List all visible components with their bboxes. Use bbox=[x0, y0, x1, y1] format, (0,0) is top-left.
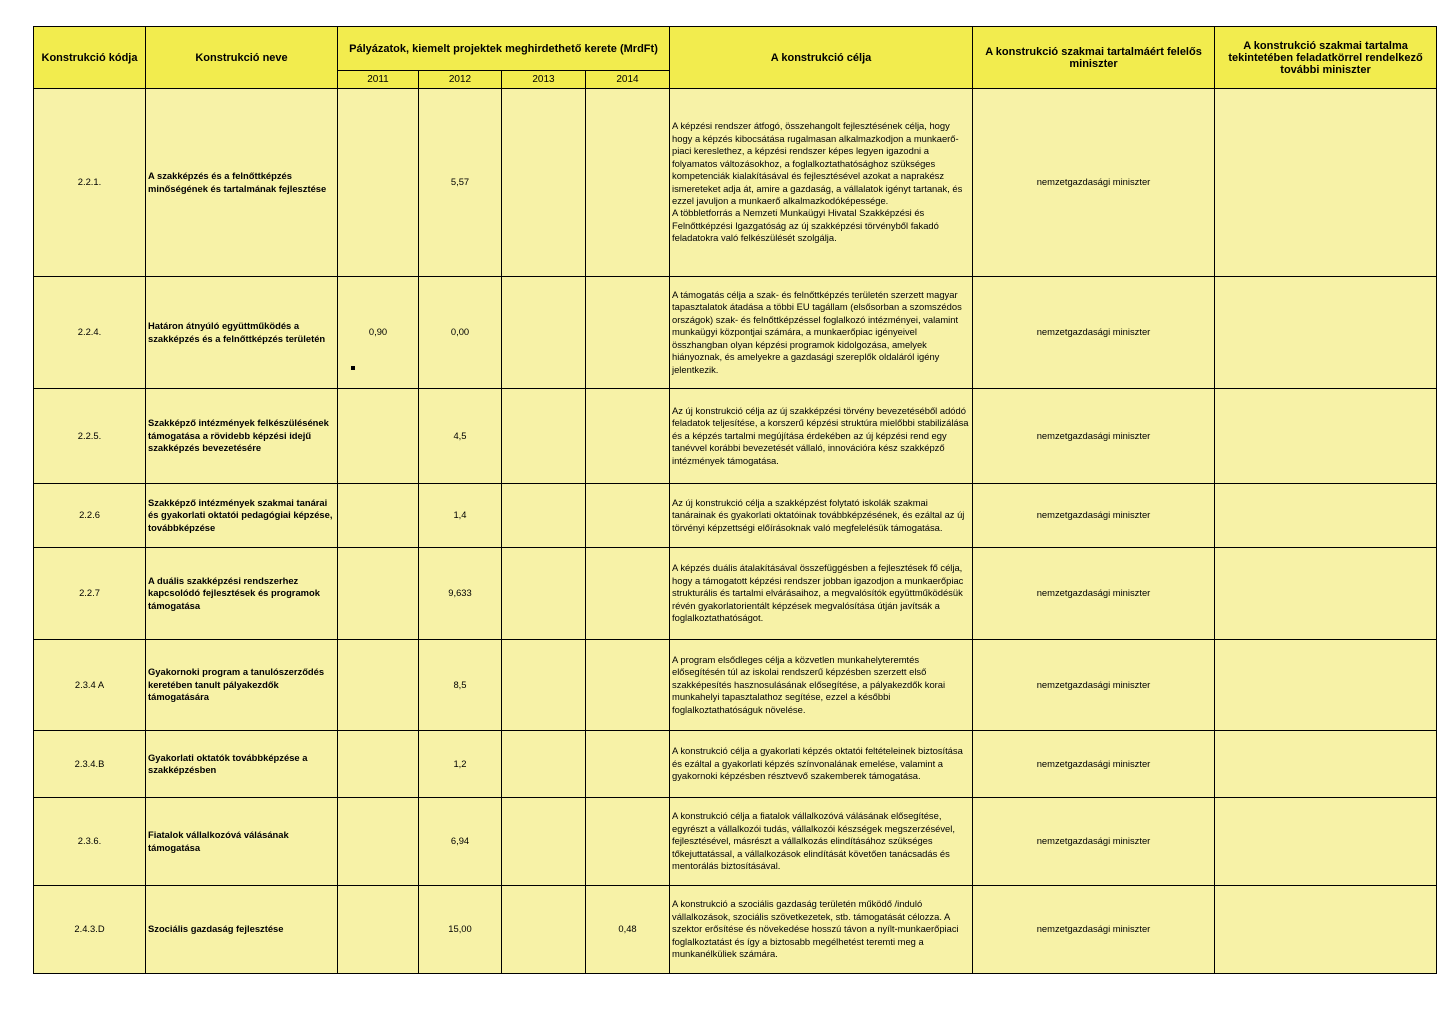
row-code: 2.3.4.B bbox=[34, 731, 146, 798]
row-code: 2.2.4. bbox=[34, 277, 146, 389]
row-value-2013 bbox=[502, 798, 586, 886]
row-minister: nemzetgazdasági miniszter bbox=[973, 886, 1215, 974]
row-code: 2.2.7 bbox=[34, 548, 146, 640]
row-minister: nemzetgazdasági miniszter bbox=[973, 640, 1215, 731]
row-value-2011 bbox=[338, 389, 419, 484]
row-name: Szakképző intézmények szakmai tanárai és gyakorlati oktatói pedagógiai képzése, továbbképzése bbox=[146, 484, 338, 548]
table-row bbox=[34, 548, 1437, 640]
row-value-2011 bbox=[338, 484, 419, 548]
row-name: A szakképzés és a felnőttképzés minőségének és tartalmának fejlesztése bbox=[146, 89, 338, 277]
row-other-minister bbox=[1215, 484, 1437, 548]
row-value-2013 bbox=[502, 548, 586, 640]
row-goal: A képzési rendszer átfogó, összehangolt fejlesztésének célja, hogy hogy a képzés kibocsátása rugalmasan alkalmazkodjon a munkaerő-piaci kereslethez, a képzési rendszer képes legyen igazodni a folyamatos változásokhoz, a foglalkoztathatósághoz szükséges kompetenciák kialakításával és fejlesztésével azokat a naprakész ismereteket adja át, amire a gazdaság, a vállalatok igényt tartanak, és ezzel javuljon a munkaerő alkalmazkodóképessége. A többletforrás a Nemzeti Munkaügyi Hivatal Szakképzési és Felnőttképzési Igazgatóság az új szakképzési törvényből fakadó feladatokra való felkészülését szolgálja. bbox=[670, 89, 973, 277]
header-budget: Pályázatok, kiemelt projektek meghirdethető kerete (MrdFt) bbox=[338, 27, 670, 71]
row-value-2014 bbox=[586, 277, 670, 389]
header-minister: A konstrukció szakmai tartalmáért felelős miniszter bbox=[973, 27, 1215, 89]
row-value-2013 bbox=[502, 277, 586, 389]
row-value-2013 bbox=[502, 484, 586, 548]
row-minister: nemzetgazdasági miniszter bbox=[973, 389, 1215, 484]
row-name: Gyakornoki program a tanulószerződés keretében tanult pályakezdők támogatására bbox=[146, 640, 338, 731]
table-row bbox=[34, 389, 1437, 484]
row-value-2011 bbox=[338, 548, 419, 640]
header-year-2014: 2014 bbox=[586, 71, 670, 89]
row-value-2011 bbox=[338, 886, 419, 974]
row-value-2014: 0,48 bbox=[586, 886, 670, 974]
row-code: 2.2.6 bbox=[34, 484, 146, 548]
row-value-2012: 0,00 bbox=[419, 277, 502, 389]
row-value-2014 bbox=[586, 640, 670, 731]
row-other-minister bbox=[1215, 798, 1437, 886]
row-goal: A támogatás célja a szak- és felnőttképzés területén szerzett magyar tapasztalatok átadása a többi EU tagállam (elsősorban a szomszédos országok) szak- és felnőttképzéssel foglalkozó intézményei, valamint munkaügyi központjai számára, a munkaerőpiac igényeivel összhangban olyan képzési programok kidolgozása, amelyek hiányoznak, és amelyekre a gazdasági szereplők oldaláról igény jelentkezik. bbox=[670, 277, 973, 389]
row-minister: nemzetgazdasági miniszter bbox=[973, 277, 1215, 389]
row-minister: nemzetgazdasági miniszter bbox=[973, 548, 1215, 640]
header-other-minister: A konstrukció szakmai tartalma tekintetében feladatkörrel rendelkező további miniszter bbox=[1215, 27, 1437, 89]
row-value-2013 bbox=[502, 89, 586, 277]
row-goal: Az új konstrukció célja az új szakképzési törvény bevezetéséből adódó feladatok teljesítése, a korszerű képzési struktúra mielőbbi stabilizálása és a képzés tartalmi megújítása érdekében az új képzési rend egy tanévvel korábbi bevezetését vállaló, innovációra kész szakképző intézmények támogatása. bbox=[670, 389, 973, 484]
row-code: 2.3.6. bbox=[34, 798, 146, 886]
row-goal: A konstrukció célja a gyakorlati képzés oktatói feltételeinek biztosítása és ezáltal a gyakorlati képzés színvonalának emelése, valamint a gyakornoki képzésben résztvevő szakemberek támogatása. bbox=[670, 731, 973, 798]
row-goal: A konstrukció a szociális gazdaság területén működő /induló vállalkozások, szociális szövetkezetek, stb. támogatását célozza. A szektor erősítése és növekedése hosszú távon a nyílt-munkaerőpiaci foglalkoztatást és így a biztosabb megélhetést teremti meg a munkanélküliek számára. bbox=[670, 886, 973, 974]
row-name: Szakképző intézmények felkészülésének támogatása a rövidebb képzési idejű szakképzés bevezetésére bbox=[146, 389, 338, 484]
row-goal: Az új konstrukció célja a szakképzést folytató iskolák szakmai tanárainak és gyakorlati oktatóinak továbbképzésének, és ezáltal az új törvényi képzettségi előírásoknak való megfelelésük támogatása. bbox=[670, 484, 973, 548]
table-row bbox=[34, 798, 1437, 886]
row-value-2012: 5,57 bbox=[419, 89, 502, 277]
row-goal: A képzés duális átalakításával összefüggésben a fejlesztések fő célja, hogy a támogatott képzési rendszer jobban igazodjon a munkaerőpiac strukturális és tartalmi elvárásaihoz, a megvalósítók együttműködésük révén gyakorlatorientált képzések megvalósítása útján javítsák a foglalkoztathatóságot. bbox=[670, 548, 973, 640]
row-value-2013 bbox=[502, 640, 586, 731]
table-row bbox=[34, 731, 1437, 798]
header-goal: A konstrukció célja bbox=[670, 27, 973, 89]
row-minister: nemzetgazdasági miniszter bbox=[973, 798, 1215, 886]
row-code: 2.2.1. bbox=[34, 89, 146, 277]
row-value-2012: 6,94 bbox=[419, 798, 502, 886]
header-year-2012: 2012 bbox=[419, 71, 502, 89]
header-name: Konstrukció neve bbox=[146, 27, 338, 89]
row-value-2011 bbox=[338, 731, 419, 798]
row-value-2013 bbox=[502, 886, 586, 974]
row-value-2012: 4,5 bbox=[419, 389, 502, 484]
row-goal: A program elsődleges célja a közvetlen munkahelyteremtés elősegítésén túl az iskolai rendszerű képzésben szerzett első szakképesítés hasznosulásának elősegítése, a pályakezdők korai munkahelyi tapasztalathoz segítése, ezzel a későbbi foglalkoztathatóságuk növelése. bbox=[670, 640, 973, 731]
row-other-minister bbox=[1215, 640, 1437, 731]
row-code: 2.2.5. bbox=[34, 389, 146, 484]
row-value-2011 bbox=[338, 798, 419, 886]
row-code: 2.4.3.D bbox=[34, 886, 146, 974]
row-name: Fiatalok vállalkozóvá válásának támogatása bbox=[146, 798, 338, 886]
row-other-minister bbox=[1215, 277, 1437, 389]
table-body bbox=[34, 89, 1437, 974]
row-value-2012: 9,633 bbox=[419, 548, 502, 640]
row-value-2014 bbox=[586, 798, 670, 886]
row-value-2012: 8,5 bbox=[419, 640, 502, 731]
row-name: A duális szakképzési rendszerhez kapcsolódó fejlesztések és programok támogatása bbox=[146, 548, 338, 640]
row-other-minister bbox=[1215, 89, 1437, 277]
row-minister: nemzetgazdasági miniszter bbox=[973, 731, 1215, 798]
row-other-minister bbox=[1215, 731, 1437, 798]
header-year-2013: 2013 bbox=[502, 71, 586, 89]
row-code: 2.3.4 A bbox=[34, 640, 146, 731]
row-name: Szociális gazdaság fejlesztése bbox=[146, 886, 338, 974]
header-code: Konstrukció kódja bbox=[34, 27, 146, 89]
row-other-minister bbox=[1215, 548, 1437, 640]
row-other-minister bbox=[1215, 886, 1437, 974]
row-value-2014 bbox=[586, 731, 670, 798]
table-row bbox=[34, 484, 1437, 548]
table-row bbox=[34, 886, 1437, 974]
row-value-2011 bbox=[338, 89, 419, 277]
row-name: Határon átnyúló együttműködés a szakképzés és a felnőttképzés területén bbox=[146, 277, 338, 389]
table-row bbox=[34, 89, 1437, 277]
row-minister: nemzetgazdasági miniszter bbox=[973, 484, 1215, 548]
table-row bbox=[34, 640, 1437, 731]
row-value-2012: 15,00 bbox=[419, 886, 502, 974]
header-year-2011: 2011 bbox=[338, 71, 419, 89]
row-value-2014 bbox=[586, 89, 670, 277]
row-value-2012: 1,4 bbox=[419, 484, 502, 548]
row-value-2011 bbox=[338, 640, 419, 731]
row-value-2012: 1,2 bbox=[419, 731, 502, 798]
row-other-minister bbox=[1215, 389, 1437, 484]
cell-marker bbox=[351, 366, 355, 370]
row-goal: A konstrukció célja a fiatalok vállalkozóvá válásának elősegítése, egyrészt a vállalkozói tudás, vállalkozói készségek megszerzésével, fejlesztésével, másrészt a vállalkozás elindításához szükséges tőkejuttatással, a vállalkozások elindítását követően tanácsadás és mentorálás biztosításával. bbox=[670, 798, 973, 886]
row-minister: nemzetgazdasági miniszter bbox=[973, 89, 1215, 277]
row-value-2014 bbox=[586, 389, 670, 484]
construction-table bbox=[33, 26, 1437, 974]
row-value-2014 bbox=[586, 548, 670, 640]
row-value-2011: 0,90 bbox=[338, 277, 419, 389]
table-row bbox=[34, 277, 1437, 389]
row-value-2014 bbox=[586, 484, 670, 548]
row-value-2013 bbox=[502, 731, 586, 798]
row-value-2013 bbox=[502, 389, 586, 484]
row-name: Gyakorlati oktatók továbbképzése a szakképzésben bbox=[146, 731, 338, 798]
